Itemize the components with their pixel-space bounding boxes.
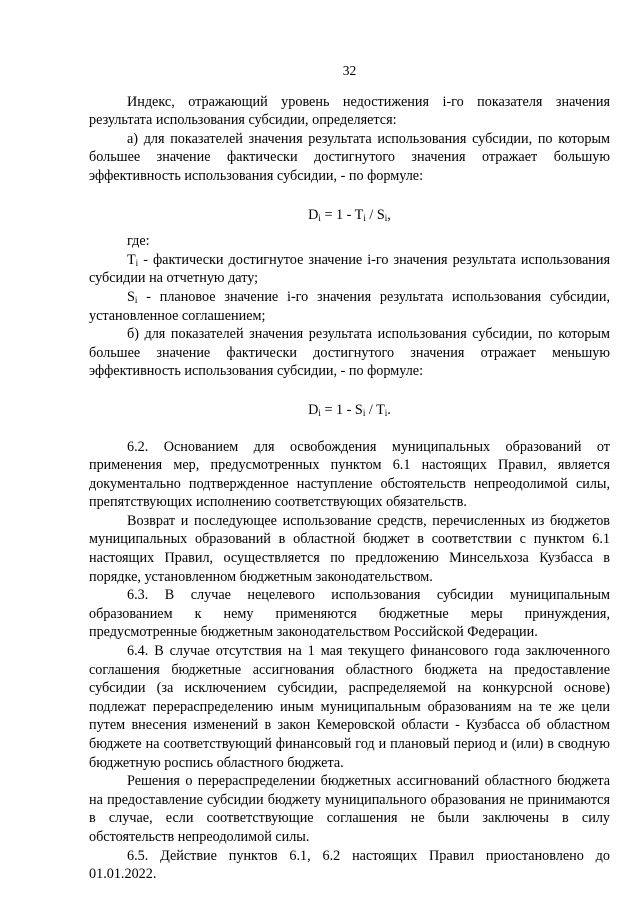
formula-1-d-sub: i	[318, 212, 321, 223]
paragraph-index-definition: Индекс, отражающий уровень недостижения i-го показателя значения результата использования субсидии, определяется:	[89, 93, 610, 129]
formula-2-d-sub: i	[318, 407, 321, 418]
t-symbol: T	[127, 251, 136, 268]
formula-1-slash: / S	[365, 206, 385, 223]
paragraph-redistribution: Решения о перераспределении бюджетных ассигнований областного бюджета на предоставление субсидии бюджету муниципального образования не принимаются в случае, если соответствующие соглашения не были заключены в силу обстоятельств непреодолимой силы.	[89, 773, 610, 845]
formula-2-d: D	[308, 401, 319, 418]
s-symbol-sub: i	[134, 294, 138, 305]
paragraph-case-a: а) для показателей значения результата использования субсидии, по которым большее значение фактически достигнутого значения отражает большую эффективность использования субсидии, - по формуле:	[89, 130, 610, 184]
formula-1-s-sub: i	[384, 212, 388, 223]
s-symbol: S	[127, 288, 135, 305]
formula-1	[89, 206, 610, 225]
paragraph-t-definition	[89, 251, 610, 288]
paragraph-where: где:	[127, 233, 150, 250]
paragraph-6-4: 6.4. В случае отсутствия на 1 мая текущего финансового года заключенного соглашения бюджетные ассигнования областного бюджета на предоставление субсидии (за исключением субсидии, распределяемой на конкурсной основе) подлежат перераспределению иным муниципальным образованиям на те же цели путем внесения изменений в закон Кемеровской области - Кузбасса об областном бюджете на соответствующий финансовый год и плановый период и (или) в сводную бюджетную роспись областного бюджета.	[89, 643, 610, 771]
formula-2-end: .	[387, 401, 391, 418]
formula-1-t-sub: i	[363, 212, 366, 223]
t-definition-text: - фактически достигнутое значение i-го значения результата использования субсидии на отчетную дату;	[89, 251, 610, 287]
formula-1-d: D	[308, 206, 319, 223]
paragraph-case-b: б) для показателей значения результата использования субсидии, по которым большее значение фактически достигнутого значения отражает меньшую эффективность использования субсидии, - по формуле:	[89, 326, 610, 380]
paragraph-6-5: 6.5. Действие пунктов 6.1, 6.2 настоящих Правил приостановлено до 01.01.2022.	[89, 847, 610, 883]
formula-2	[89, 401, 610, 420]
formula-2-slash: / T	[365, 401, 385, 418]
formula-2-s-sub: i	[362, 407, 366, 418]
paragraph-s-definition	[89, 288, 610, 325]
page-number: 32	[342, 63, 357, 78]
paragraph-6-3: 6.3. В случае нецелевого использования субсидии муниципальным образованием к нему применяются бюджетные меры принуждения, предусмотренные бюджетным законодательством Российской Федерации.	[89, 587, 610, 641]
formula-2-mid: = 1 - S	[320, 401, 363, 418]
formula-1-end: ,	[387, 206, 391, 223]
t-symbol-sub: i	[135, 257, 139, 268]
paragraph-6-2: 6.2. Основанием для освобождения муниципальных образований от применения мер, предусмотренных пунктом 6.1 настоящих Правил, является документально подтвержденное наступление обстоятельств непреодолимой силы, препятствующих исполнению соответствующих обязательств.	[89, 438, 610, 511]
paragraph-refund: Возврат и последующее использование средств, перечисленных из бюджетов муниципальных образований в областной бюджет в соответствии с пунктом 6.1 настоящих Правил, осуществляется по предложению Минсельхоза Кузбасса в порядке, установленном бюджетным законодательством.	[89, 512, 610, 585]
s-definition-text: - плановое значение i-го значения результата использования субсидии, установленное соглашением;	[89, 288, 610, 324]
formula-1-mid: = 1 - T	[320, 206, 364, 223]
formula-2-t-sub: i	[384, 407, 388, 418]
document-page	[89, 62, 610, 884]
